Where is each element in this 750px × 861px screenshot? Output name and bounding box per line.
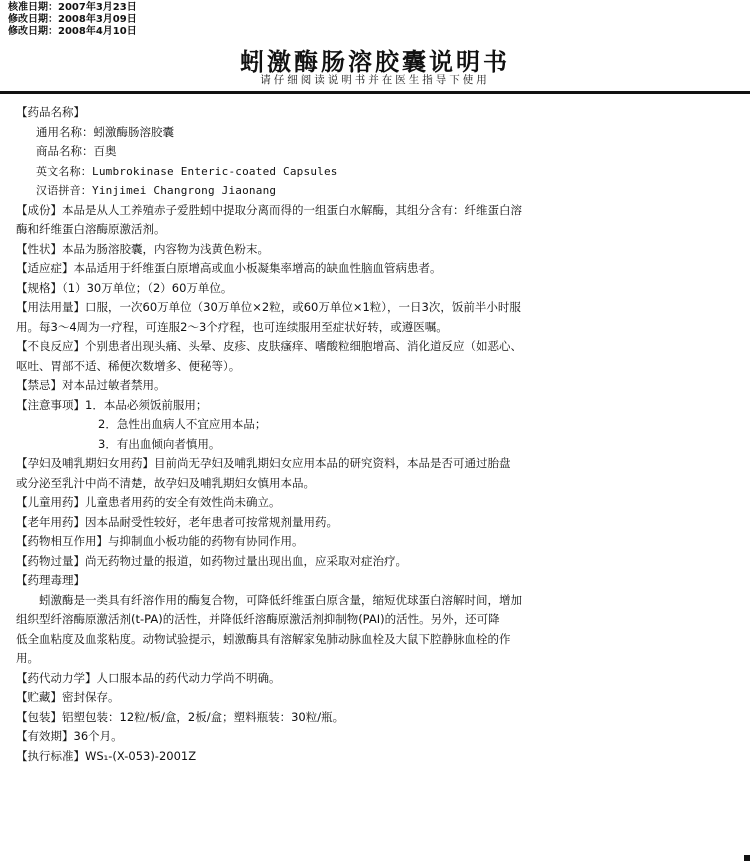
pharmacology-heading: 【药理毒理】 [16,573,85,587]
package-line: 【包装】铝塑包装：12粒/板/盒，2板/盒；塑料瓶装：30粒/瓶。 [16,709,345,724]
scan-corner-mark [744,855,750,861]
date-label: 核准日期： [8,2,58,13]
pregnancy-line-1: 【孕妇及哺乳期妇女用药】目前尚无孕妇及哺乳期妇女应用本品的研究资料，本品是否可通过胎盘 [16,456,511,470]
indication-line: 【适应症】本品适用于纤维蛋白原增高或血小板凝集率增高的缺血性脑血管病患者。 [16,261,442,275]
revision-date-line [8,14,137,26]
date-label: 修改日期： [8,14,58,25]
pharmacology-line-2: 组织型纤溶酶原激活剂(t-PA)的活性，并降低纤溶酶原激活剂抑制物(PAI)的活性。另外，还可降 [16,612,500,626]
storage-line: 【贮藏】密封保存。 [16,690,120,704]
validity-line: 【有效期】36个月。 [16,729,123,743]
pharmacology-line-4: 用。 [16,651,39,665]
english-name: 英文名称：Lumbrokinase Enteric-coated Capsules [36,164,338,178]
adverse-line-1: 【不良反应】个别患者出现头痛、头晕、皮疹、皮肤瘙痒、嗜酸粒细胞增高、消化道反应（如恶心、 [16,339,522,353]
child-line: 【儿童用药】儿童患者用药的安全有效性尚未确立。 [16,495,281,509]
trade-name: 商品名称：百奥 [36,144,117,158]
character-line: 【性状】本品为肠溶胶囊，内容物为浅黄色粉末。 [16,241,269,256]
approval-date-line [8,2,137,14]
contraindication-line: 【禁忌】对本品过敏者禁用。 [16,378,166,392]
pregnancy-line-2: 或分泌至乳汁中尚不清楚，故孕妇及哺乳期妇女慎用本品。 [16,475,315,490]
caution-line-2: 2．急性出血病人不宜应用本品； [98,417,267,431]
date-value: 2008年4月10日 [58,26,137,37]
generic-name: 通用名称：蚓激酶肠溶胶囊 [36,124,174,139]
pharmacology-line-1: 蚓激酶是一类具有纤溶作用的酶复合物，可降低纤维蛋白原含量，缩短优球蛋白溶解时间，增加 [39,592,522,607]
overdose-line: 【药物过量】尚无药物过量的报道，如药物过量出现出血，应采取对症治疗。 [16,553,407,568]
composition-line-2: 酶和纤维蛋白溶酶原激活剂。 [16,222,166,236]
spec-line: 【规格】（1）30万单位；（2）60万单位。 [16,280,233,295]
composition-line-1: 【成份】本品是从人工养殖赤子爱胜蚓中提取分离而得的一组蛋白水解酶，其组分含有：纤维蛋白溶 [16,202,522,217]
leaflet-body [16,103,736,766]
caution-line-3: 3．有出血倾向者慎用。 [98,436,221,451]
document-subtitle: 请仔细阅读说明书并在医生指导下使用 [260,74,490,86]
adverse-line-2: 呕吐、胃部不适、稀便次数增多、便秘等）。 [16,358,241,373]
date-label: 修改日期： [8,26,58,37]
usage-line-1: 【用法用量】口服，一次60万单位（30万单位×2粒，或60万单位×1粒），一日3次，饭前半小时服 [16,300,521,314]
section-drug-name: 【药品名称】 [16,105,85,119]
elderly-line: 【老年用药】因本品耐受性较好，老年患者可按常规剂量用药。 [16,514,338,529]
standard-line: 【执行标准】WS₁-(X-053)-2001Z [16,748,197,763]
revision-date-line [8,26,137,38]
date-value: 2007年3月23日 [58,2,137,13]
header-divider [0,91,750,94]
caution-line-1: 【注意事项】1．本品必须饭前服用； [16,397,208,412]
approval-dates [8,2,137,38]
document-title: 蚓激酶肠溶胶囊说明书 [240,47,510,76]
usage-line-2: 用。每3～4周为一疗程，可连服2～3个疗程，也可连续服用至症状好转，或遵医嘱。 [16,319,448,334]
pharmacokinetics-line: 【药代动力学】人口服本品的药代动力学尚不明确。 [16,670,281,685]
date-value: 2008年3月09日 [58,14,137,25]
interaction-line: 【药物相互作用】与抑制血小板功能的药物有协同作用。 [16,534,304,548]
pharmacology-line-3: 低全血粘度及血浆粘度。动物试验提示，蚓激酶具有溶解家兔肺动脉血栓及大鼠下腔静脉血栓的作 [16,631,511,646]
pinyin-name: 汉语拼音：Yinjimei Changrong Jiaonang [36,184,277,197]
